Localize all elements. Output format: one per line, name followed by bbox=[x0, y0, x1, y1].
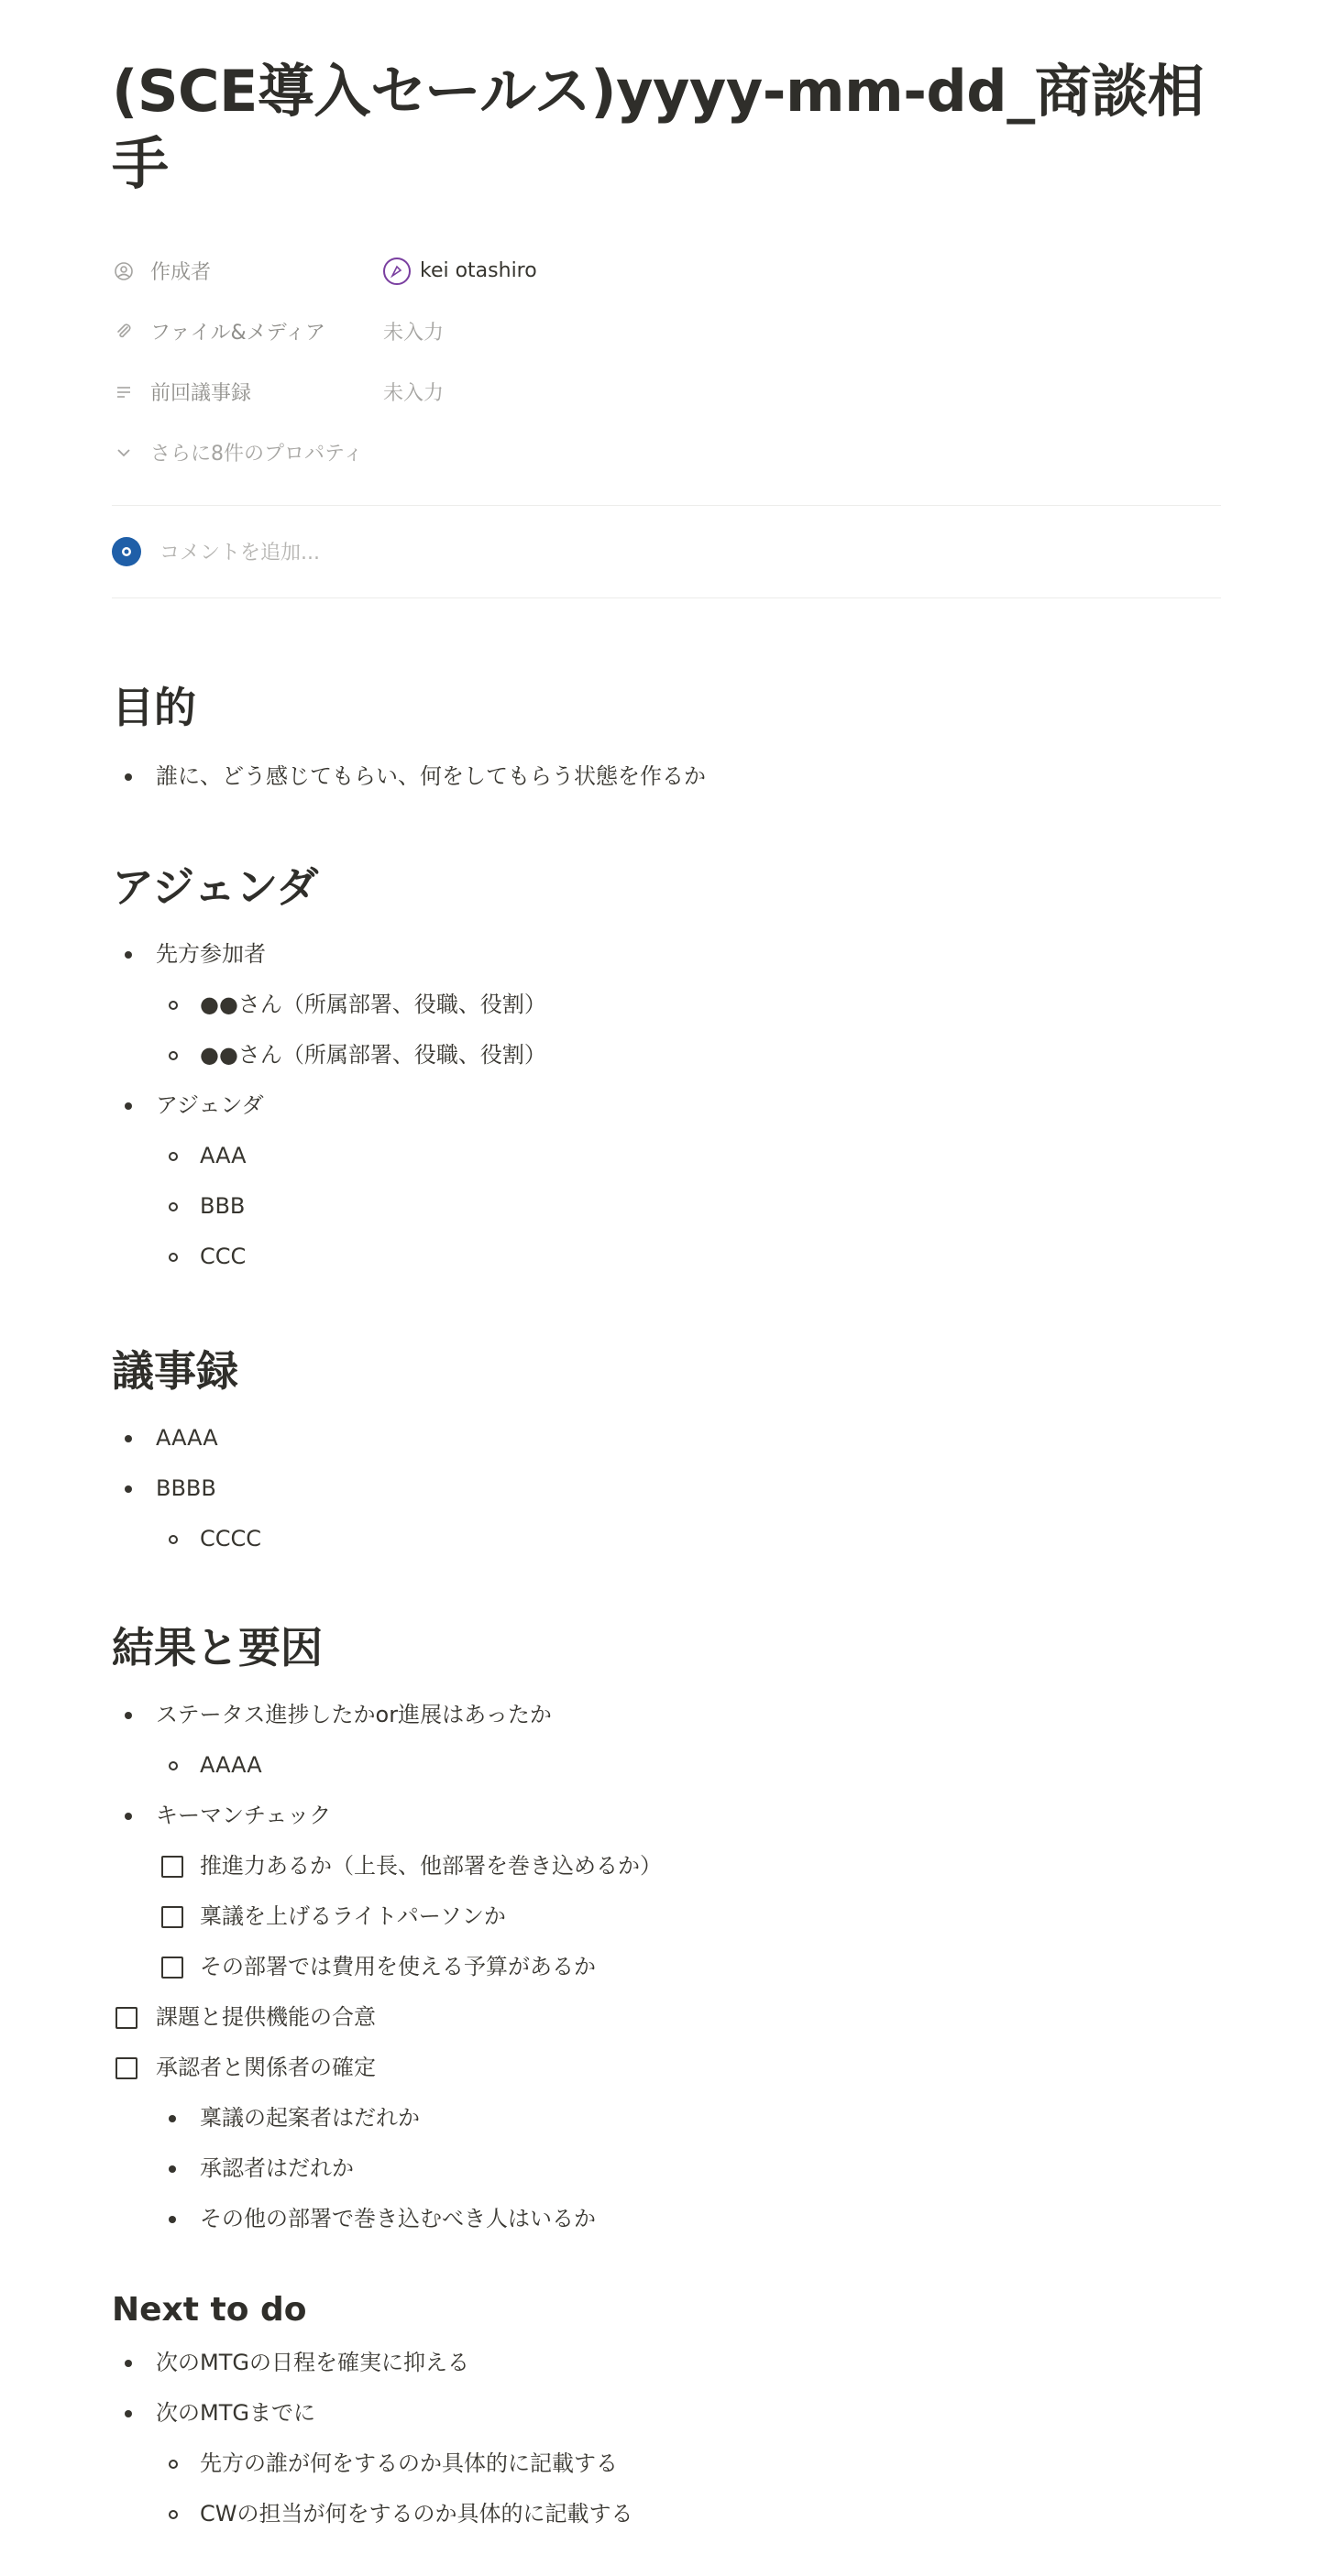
property-key-label: 作成者 bbox=[150, 261, 212, 285]
properties-panel bbox=[112, 241, 1221, 483]
list-icon bbox=[112, 380, 136, 404]
list-item-text: AAAA bbox=[156, 1425, 218, 1451]
list-item[interactable] bbox=[112, 1131, 546, 1181]
checkbox[interactable] bbox=[116, 2057, 138, 2079]
heading-next-todo[interactable]: Next to do bbox=[112, 2291, 307, 2329]
list-item[interactable] bbox=[112, 751, 706, 802]
list-item[interactable] bbox=[112, 1080, 546, 1131]
property-value-empty[interactable]: 未入力 bbox=[383, 322, 445, 345]
bullet-icon bbox=[169, 2115, 176, 2122]
checkbox[interactable] bbox=[161, 1957, 183, 1979]
list-item-text: その他の部署で巻き込むべき人はいるか bbox=[200, 2206, 596, 2231]
bullet-icon bbox=[169, 1051, 178, 1060]
comment-input-row[interactable] bbox=[112, 506, 1221, 597]
bullet-icon bbox=[125, 1435, 132, 1442]
list-item[interactable] bbox=[112, 2388, 633, 2439]
list-item-text: ●●さん（所属部署、役職、役割） bbox=[200, 1042, 546, 1068]
todo-item-text: 課題と提供機能の合意 bbox=[156, 2004, 376, 2030]
heading-minutes[interactable]: 議事録 bbox=[112, 1346, 238, 1396]
list-item-text: 次のMTGまでに bbox=[156, 2400, 315, 2426]
checkbox[interactable] bbox=[161, 1906, 183, 1928]
checkbox[interactable] bbox=[116, 2007, 138, 2029]
list-item[interactable] bbox=[112, 1181, 546, 1232]
page-content bbox=[112, 55, 1221, 2527]
list-item[interactable] bbox=[112, 1791, 662, 1841]
property-key-label: ファイル&メディア bbox=[150, 322, 325, 345]
more-properties-toggle[interactable] bbox=[112, 422, 1221, 483]
more-properties-label: さらに8件のプロパティ bbox=[150, 443, 364, 466]
section-next-todo bbox=[112, 2291, 633, 2539]
list-item-text: 稟議の起案者はだれか bbox=[200, 2105, 420, 2131]
list-item[interactable] bbox=[112, 929, 546, 980]
bullet-icon bbox=[169, 1761, 178, 1770]
todo-item[interactable] bbox=[112, 1992, 662, 2043]
bullet-icon bbox=[169, 1152, 178, 1161]
bullet-icon bbox=[169, 2460, 178, 2469]
list-item[interactable] bbox=[112, 2143, 662, 2194]
list-item[interactable] bbox=[112, 1690, 662, 1740]
avatar bbox=[383, 258, 411, 285]
list-item-text: 承認者はだれか bbox=[200, 2155, 354, 2181]
chevron-down-icon bbox=[112, 441, 136, 465]
heading-purpose[interactable]: 目的 bbox=[112, 683, 196, 732]
list-item[interactable] bbox=[112, 1232, 546, 1282]
todo-item[interactable] bbox=[112, 1891, 662, 1942]
list-item-text: BBBB bbox=[156, 1475, 216, 1501]
list-item[interactable] bbox=[112, 980, 546, 1030]
bullet-icon bbox=[169, 1001, 178, 1010]
list-item-text: アジェンダ bbox=[156, 1092, 264, 1118]
todo-item-text: その部署では費用を使える予算があるか bbox=[200, 1954, 596, 1979]
bullet-icon bbox=[125, 1813, 132, 1820]
list-item[interactable] bbox=[112, 2194, 662, 2244]
property-value-author[interactable] bbox=[383, 258, 537, 285]
bullet-icon bbox=[125, 1712, 132, 1719]
checkbox[interactable] bbox=[161, 1856, 183, 1878]
list-item-text: BBB bbox=[200, 1193, 246, 1219]
list-item[interactable] bbox=[112, 2489, 633, 2539]
list-item-text: AAA bbox=[200, 1143, 247, 1168]
heading-agenda[interactable]: アジェンダ bbox=[112, 862, 319, 912]
divider bbox=[112, 597, 1221, 598]
list-item-text: 先方の誰が何をするのか具体的に記載する bbox=[200, 2450, 618, 2476]
user-circle-icon bbox=[112, 259, 136, 283]
list-item-text: ステータス進捗したかor進展はあったか bbox=[156, 1702, 552, 1727]
section-agenda bbox=[112, 854, 546, 1282]
section-results bbox=[112, 1615, 662, 2244]
property-key bbox=[112, 257, 383, 285]
comment-placeholder: コメントを追加... bbox=[160, 542, 320, 565]
list-item-text: CCCC bbox=[200, 1526, 262, 1551]
list-item[interactable] bbox=[112, 1413, 261, 1463]
bullet-icon bbox=[169, 1253, 178, 1262]
list-item[interactable] bbox=[112, 1740, 662, 1791]
bullet-icon bbox=[169, 2216, 176, 2223]
section-minutes bbox=[112, 1338, 261, 1564]
results-list bbox=[112, 1690, 662, 2244]
todo-item[interactable] bbox=[112, 2043, 662, 2093]
property-value-empty[interactable]: 未入力 bbox=[383, 382, 445, 406]
bullet-icon bbox=[125, 2360, 132, 2367]
bullet-icon bbox=[169, 2165, 176, 2173]
bullet-icon bbox=[169, 1535, 178, 1544]
page-title[interactable]: (SCE導入セールス)yyyy-mm-dd_商談相手 bbox=[112, 58, 1204, 198]
list-item[interactable] bbox=[112, 1463, 261, 1514]
property-key bbox=[112, 378, 383, 406]
property-row-author[interactable] bbox=[112, 241, 1221, 301]
list-item-text: 先方参加者 bbox=[156, 941, 266, 967]
bullet-icon bbox=[125, 773, 132, 781]
list-item[interactable] bbox=[112, 1030, 546, 1080]
property-key-label: 前回議事録 bbox=[150, 382, 252, 406]
list-item-text: 誰に、どう感じてもらい、何をしてもらう状態を作るか bbox=[156, 763, 706, 789]
heading-results[interactable]: 結果と要因 bbox=[112, 1623, 323, 1672]
list-item-text: ●●さん（所属部署、役職、役割） bbox=[200, 992, 546, 1017]
bullet-icon bbox=[169, 2510, 178, 2519]
todo-item-text: 推進力あるか（上長、他部署を巻き込めるか） bbox=[200, 1853, 662, 1879]
bullet-icon bbox=[125, 2410, 132, 2417]
list-item-text: 次のMTGの日程を確実に抑える bbox=[156, 2350, 469, 2375]
list-item-text: CCC bbox=[200, 1244, 247, 1269]
bullet-icon bbox=[125, 1102, 132, 1110]
bullet-icon bbox=[169, 1202, 178, 1211]
list-item-text: CWの担当が何をするのか具体的に記載する bbox=[200, 2501, 633, 2527]
comment-avatar bbox=[112, 537, 141, 566]
bullet-icon bbox=[125, 951, 132, 959]
todo-item[interactable] bbox=[112, 1942, 662, 1992]
list-item[interactable] bbox=[112, 1514, 261, 1564]
list-item[interactable] bbox=[112, 2338, 633, 2388]
list-item[interactable] bbox=[112, 2093, 662, 2143]
todo-item[interactable] bbox=[112, 1841, 662, 1891]
section-purpose bbox=[112, 674, 706, 802]
property-row-files[interactable] bbox=[112, 301, 1221, 362]
todo-item-text: 稟議を上げるライトパーソンか bbox=[200, 1903, 506, 1929]
purpose-list bbox=[112, 751, 706, 802]
agenda-list bbox=[112, 929, 546, 1282]
list-item-text: キーマンチェック bbox=[156, 1803, 332, 1828]
next-todo-list bbox=[112, 2338, 633, 2539]
property-key bbox=[112, 317, 383, 345]
author-name: kei otashiro bbox=[420, 259, 537, 283]
list-item-text: AAAA bbox=[200, 1752, 262, 1778]
todo-item-text: 承認者と関係者の確定 bbox=[156, 2055, 376, 2080]
bullet-icon bbox=[125, 1485, 132, 1493]
list-item[interactable] bbox=[112, 2439, 633, 2489]
property-row-previous-minutes[interactable] bbox=[112, 362, 1221, 422]
minutes-list bbox=[112, 1413, 261, 1564]
paperclip-icon bbox=[112, 320, 136, 344]
